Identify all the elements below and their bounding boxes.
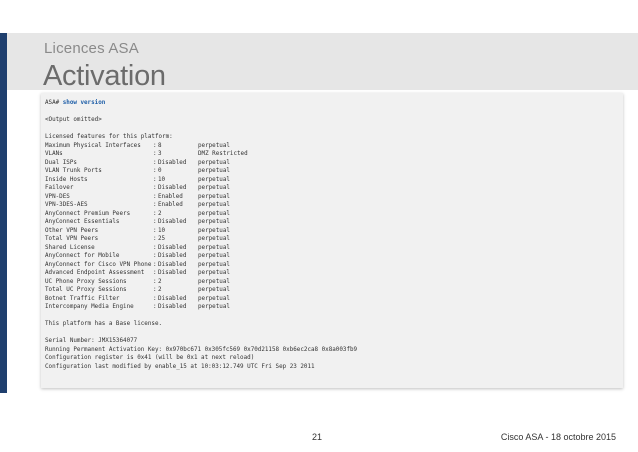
feature-row	[45, 227, 619, 236]
command-text: show version	[62, 100, 106, 106]
slide-subtitle: Licences ASA	[44, 40, 139, 57]
feature-row	[45, 201, 619, 210]
feature-separator: :	[153, 253, 157, 260]
feature-row	[45, 159, 619, 168]
feature-row	[45, 303, 619, 312]
feature-row	[45, 193, 619, 202]
feature-row	[45, 252, 619, 261]
feature-term: perpetual	[198, 253, 230, 260]
feature-row	[45, 244, 619, 253]
feature-separator: :	[153, 168, 157, 175]
terminal-lines	[45, 99, 619, 372]
feature-separator: :	[153, 219, 157, 226]
feature-row	[45, 167, 619, 176]
feature-name: VLAN Trunk Ports	[45, 168, 102, 175]
feature-row	[45, 150, 619, 159]
feature-name: Failover	[45, 185, 74, 192]
prompt: ASA#	[45, 100, 60, 106]
feature-row	[45, 176, 619, 185]
blank-line	[45, 125, 619, 134]
feature-value: Disabled	[158, 270, 187, 277]
feature-value: 2	[158, 278, 162, 285]
feature-row	[45, 142, 619, 151]
feature-value: Disabled	[158, 295, 187, 302]
feature-separator: :	[153, 176, 157, 183]
feature-value: Enabled	[158, 193, 183, 200]
feature-term: perpetual	[198, 185, 230, 192]
feature-separator: :	[153, 193, 157, 200]
feature-term: perpetual	[198, 202, 230, 209]
feature-value: Disabled	[158, 185, 187, 192]
feature-name: Botnet Traffic Filter	[45, 295, 120, 302]
feature-term: perpetual	[198, 270, 230, 277]
feature-term: perpetual	[198, 193, 230, 200]
feature-name: AnyConnect for Mobile	[45, 253, 120, 260]
feature-term: perpetual	[198, 210, 230, 217]
feature-value: 10	[158, 176, 166, 183]
feature-row	[45, 295, 619, 304]
output-omitted: <Output omitted>	[45, 117, 102, 124]
feature-separator: :	[153, 210, 157, 217]
config-register: Configuration register is 0x41 (will be 0x1 at next reload)	[45, 355, 255, 362]
activation-key: Running Permanent Activation Key: 0x970bc671 0x305fc569 0x70d21158 0xb6ec2ca8 0x8a003fb9	[45, 346, 358, 353]
feature-name: Total UC Proxy Sessions	[45, 287, 127, 294]
feature-row	[45, 278, 619, 287]
license-line: This platform has a Base license.	[45, 321, 163, 328]
feature-value: 2	[158, 287, 162, 294]
feature-separator: :	[153, 270, 157, 277]
feature-term: perpetual	[198, 295, 230, 302]
feature-name: Other VPN Peers	[45, 227, 99, 234]
feature-value: 8	[158, 142, 162, 149]
feature-term: perpetual	[198, 304, 230, 311]
feature-name: Shared License	[45, 244, 95, 251]
feature-separator: :	[153, 227, 157, 234]
feature-term: perpetual	[198, 219, 230, 226]
terminal-output	[41, 93, 623, 388]
feature-separator: :	[153, 159, 157, 166]
features-heading: Licensed features for this platform:	[45, 134, 173, 141]
feature-separator: :	[153, 151, 157, 158]
feature-separator: :	[153, 244, 157, 251]
feature-name: AnyConnect Premium Peers	[45, 210, 131, 217]
feature-name: AnyConnect for Cisco VPN Phone	[45, 261, 152, 268]
feature-separator: :	[153, 287, 157, 294]
slide-title: Activation	[43, 60, 166, 92]
feature-name: AnyConnect Essentials	[45, 219, 120, 226]
feature-separator: :	[153, 142, 157, 149]
feature-row	[45, 184, 619, 193]
feature-row	[45, 235, 619, 244]
feature-term: perpetual	[198, 176, 230, 183]
feature-separator: :	[153, 278, 157, 285]
feature-value: Disabled	[158, 244, 187, 251]
feature-row	[45, 210, 619, 219]
feature-name: VLANs	[45, 151, 63, 158]
accent-bar	[0, 33, 7, 393]
feature-value: 0	[158, 168, 162, 175]
blank-line	[45, 312, 619, 321]
feature-term: perpetual	[198, 236, 230, 243]
feature-term: perpetual	[198, 227, 230, 234]
feature-name: Advanced Endpoint Assessment	[45, 270, 145, 277]
feature-value: 2	[158, 210, 162, 217]
feature-value: 3	[158, 151, 162, 158]
feature-value: Disabled	[158, 261, 187, 268]
feature-name: UC Phone Proxy Sessions	[45, 278, 127, 285]
feature-separator: :	[153, 236, 157, 243]
feature-separator: :	[153, 295, 157, 302]
feature-value: Disabled	[158, 159, 187, 166]
feature-term: perpetual	[198, 261, 230, 268]
feature-row	[45, 261, 619, 270]
feature-value: Enabled	[158, 202, 183, 209]
feature-term: perpetual	[198, 159, 230, 166]
feature-name: Intercompany Media Engine	[45, 304, 134, 311]
feature-separator: :	[153, 304, 157, 311]
feature-value: 25	[158, 236, 166, 243]
feature-value: Disabled	[158, 253, 187, 260]
feature-separator: :	[153, 261, 157, 268]
feature-term: perpetual	[198, 142, 230, 149]
feature-name: VPN-DES	[45, 193, 70, 200]
feature-name: Dual ISPs	[45, 159, 77, 166]
footer-note: Cisco ASA - 18 octobre 2015	[500, 432, 616, 442]
feature-name: VPN-3DES-AES	[45, 202, 88, 209]
feature-value: Disabled	[158, 219, 187, 226]
feature-name: Inside Hosts	[45, 176, 88, 183]
last-modified: Configuration last modified by enable_15 at 10:03:12.749 UTC Fri Sep 23 2011	[45, 363, 315, 370]
feature-row	[45, 218, 619, 227]
feature-name: Maximum Physical Interfaces	[45, 142, 141, 149]
feature-term: perpetual	[198, 244, 230, 251]
serial-number: Serial Number: JMX15364077	[45, 338, 138, 345]
feature-row	[45, 269, 619, 278]
feature-term: perpetual	[198, 287, 230, 294]
feature-value: Disabled	[158, 304, 187, 311]
page-number: 21	[312, 432, 323, 442]
feature-row	[45, 286, 619, 295]
blank-line	[45, 329, 619, 338]
feature-term: perpetual	[198, 168, 230, 175]
feature-separator: :	[153, 185, 157, 192]
feature-term: perpetual	[198, 278, 230, 285]
feature-term: DMZ Restricted	[198, 151, 248, 158]
feature-separator: :	[153, 202, 157, 209]
feature-name: Total VPN Peers	[45, 236, 99, 243]
command-line	[45, 99, 619, 108]
blank-line	[45, 108, 619, 117]
feature-value: 10	[158, 227, 166, 234]
feature-list	[45, 142, 619, 312]
